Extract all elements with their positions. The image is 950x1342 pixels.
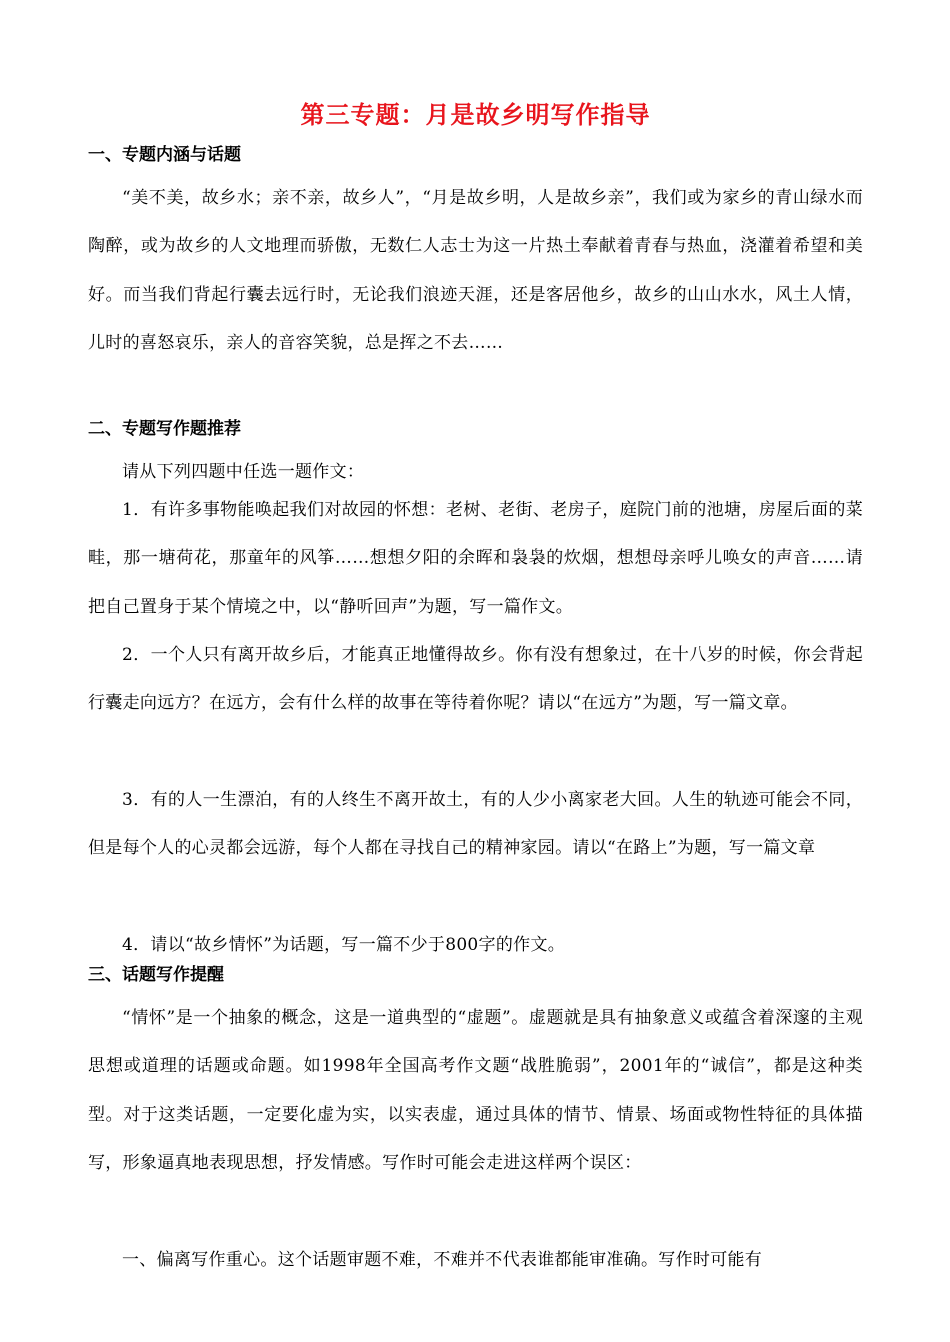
section-heading-2: 二、专题写作题推荐 <box>88 419 241 439</box>
section-2-paragraph-intro: 请从下列四题中任选一题作文： <box>122 462 365 482</box>
section-2-item-2: 2．一个人只有离开故乡后，才能真正地懂得故乡。你有没有想象过，在十八岁的时候，你会背起行囊走向远方？在远方，会有什么样的故事在等待着你呢？请以“在远方”为题，写一篇文章。 <box>88 645 863 714</box>
page-title: 第三专题：月是故乡明写作指导 <box>300 101 651 130</box>
section-3-paragraph-1: “情怀”是一个抽象的概念，这是一道典型的“虚题”。虚题就是具有抽象意义或蕴含着深邃的主观思想或道理的话题或命题。如1998年全国高考作文题“战胜脆弱”，2001年的“诚信”，都是这种类型。对于这类话题，一定要化虚为实，以实表虚，通过具体的情节、情景、场面或物性特征的具体描写，形象逼真地表现思想，抒发情感。写作时可能会走进这样两个误区： <box>88 1008 863 1173</box>
section-2-item-4: 4．请以“故乡情怀”为话题，写一篇不少于800字的作文。 <box>122 935 566 955</box>
section-2-item-1: 1．有许多事物能唤起我们对故园的怀想：老树、老街、老房子，庭院门前的池塘，房屋后面的菜畦，那一塘荷花，那童年的风筝……想想夕阳的余晖和袅袅的炊烟，想想母亲呼儿唤女的声音……请把自己置身于某个情境之中，以“静听回声”为题，写一篇作文。 <box>88 500 863 617</box>
section-heading-3: 三、话题写作提醒 <box>88 965 224 985</box>
section-1-paragraph-1: “美不美，故乡水；亲不亲，故乡人”，“月是故乡明，人是故乡亲”，我们或为家乡的青山绿水而陶醉，或为故乡的人文地理而骄傲，无数仁人志士为这一片热土奉献着青春与热血，浇灌着希望和美好。而当我们背起行囊去远行时，无论我们浪迹天涯，还是客居他乡，故乡的山山水水，风土人情，儿时的喜怒哀乐，亲人的音容笑貌，总是挥之不去…… <box>88 188 863 353</box>
section-3-paragraph-2: 一、偏离写作重心。这个话题审题不难，不难并不代表谁都能审准确。写作时可能有 <box>122 1250 763 1270</box>
section-heading-1: 一、专题内涵与话题 <box>88 145 241 165</box>
section-2-item-3: 3．有的人一生漂泊，有的人终生不离开故土，有的人少小离家老大回。人生的轨迹可能会不同，但是每个人的心灵都会远游，每个人都在寻找自己的精神家园。请以“在路上”为题，写一篇文章 <box>88 790 863 859</box>
